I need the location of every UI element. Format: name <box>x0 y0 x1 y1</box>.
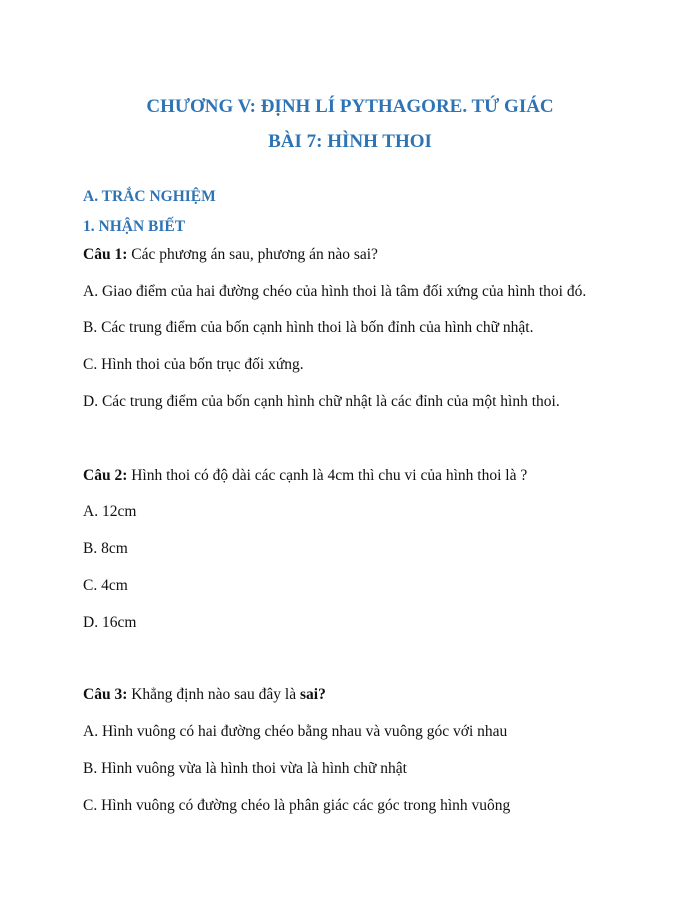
section-heading-a: A. TRẮC NGHIỆM <box>83 188 216 205</box>
question-3-label: Câu 3: <box>83 686 128 703</box>
question-1-text: Các phương án sau, phương án nào sai? <box>127 246 378 263</box>
question-1-option-b: B. Các trung điểm của bốn cạnh hình thoi là bốn đỉnh của hình chữ nhật. <box>83 319 534 336</box>
lesson-title: BÀI 7: HÌNH THOI <box>268 131 432 152</box>
question-2-option-c: C. 4cm <box>83 577 128 594</box>
question-1-label: Câu 1: <box>83 246 128 263</box>
subsection-heading-1: 1. NHẬN BIẾT <box>83 218 186 235</box>
question-3-emphasis: sai? <box>299 686 326 703</box>
question-3-option-a: A. Hình vuông có hai đường chéo bằng nhau và vuông góc với nhau <box>83 723 508 740</box>
question-2-option-a: A. 12cm <box>83 503 137 520</box>
question-2 <box>83 467 527 485</box>
question-2-option-b: B. 8cm <box>83 540 128 557</box>
chapter-title: CHƯƠNG V: ĐỊNH LÍ PYTHAGORE. TỨ GIÁC <box>146 96 554 117</box>
question-3-text: Khẳng định nào sau đây là <box>127 686 300 703</box>
question-1 <box>83 246 378 264</box>
question-1-option-c: C. Hình thoi của bốn trục đối xứng. <box>83 356 304 373</box>
question-1-option-a: A. Giao điểm của hai đường chéo của hình thoi là tâm đối xứng của hình thoi đó. <box>83 283 587 300</box>
question-2-label: Câu 2: <box>83 467 128 484</box>
question-1-option-d: D. Các trung điểm của bốn cạnh hình chữ nhật là các đỉnh của một hình thoi. <box>83 393 560 410</box>
question-3 <box>83 686 326 704</box>
question-3-option-b: B. Hình vuông vừa là hình thoi vừa là hình chữ nhật <box>83 760 407 777</box>
question-3-option-c: C. Hình vuông có đường chéo là phân giác các góc trong hình vuông <box>83 797 511 814</box>
question-2-option-d: D. 16cm <box>83 614 137 631</box>
question-2-text: Hình thoi có độ dài các cạnh là 4cm thì chu vi của hình thoi là ? <box>127 467 528 484</box>
